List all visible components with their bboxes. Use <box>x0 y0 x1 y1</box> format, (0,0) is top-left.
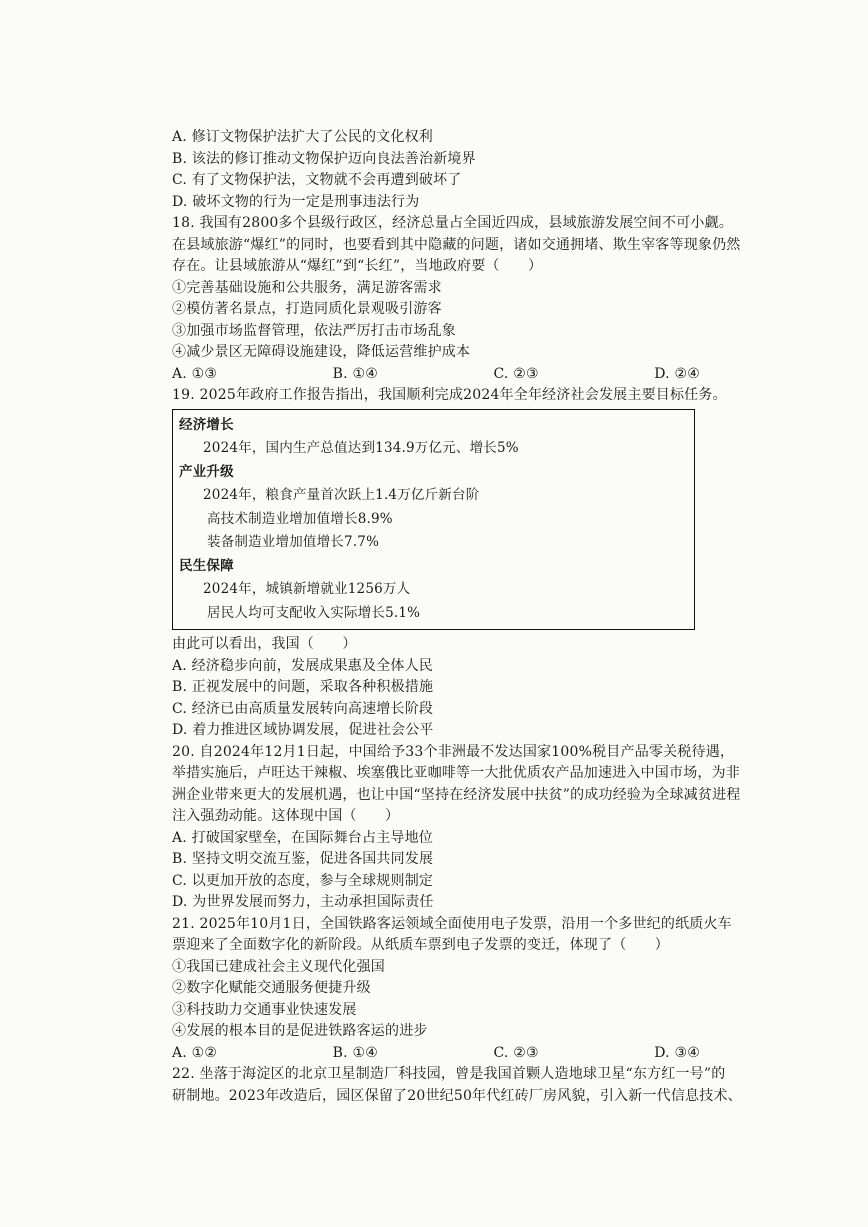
q21-stem-line-2: 票迎来了全面数字化的新阶段。从纸质车票到电子发票的变迁，体现了（ ） <box>172 937 669 953</box>
box-line-hightech: 高技术制造业增加值增长8.9% <box>207 510 393 527</box>
q21-item-3: ③科技助力交通事业快速发展 <box>172 1001 357 1018</box>
q20-stem-line-4: 注入强劲动能。这体现中国（ ） <box>172 808 400 824</box>
q19-option-a: A. 经济稳步向前，发展成果惠及全体人民 <box>172 657 434 674</box>
q18-stem-line-3: 存在。让县域旅游从“爆红”到“长红”，当地政府要（ ） <box>172 258 543 274</box>
q21-item-4: ④发展的根本目的是促进铁路客运的进步 <box>172 1023 428 1039</box>
q20-option-b: B. 坚持文明交流互鉴，促进各国共同发展 <box>172 851 434 867</box>
q19-option-d: D. 着力推进区域协调发展，促进社会公平 <box>172 722 434 738</box>
q19-option-c: C. 经济已由高质量发展转向高速增长阶段 <box>172 700 434 717</box>
box-line-grain: 2024年，粮食产量首次跃上1.4万亿斤新台阶 <box>203 487 480 503</box>
q21-choice-c: C. ②③ <box>493 1044 539 1061</box>
q20-stem-line-3: 洲企业带来更大的发展机遇，也让中国“坚持在经济发展中扶贫”的成功经验为全球减贫进程 <box>172 786 741 803</box>
page-content <box>172 127 742 1107</box>
box-line-equipment: 装备制造业增加值增长7.7% <box>207 534 380 550</box>
q19-data-box <box>172 409 695 631</box>
q21-choice-b: B. ①④ <box>332 1044 378 1061</box>
box-line-employment: 2024年，城镇新增就业1256万人 <box>203 581 411 597</box>
q19-option-b: B. 正视发展中的问题，采取各种积极措施 <box>172 679 434 695</box>
box-line-income: 居民人均可支配收入实际增长5.1% <box>207 604 421 621</box>
q17-option-b: B. 该法的修订推动文物保护迈向良法善治新境界 <box>172 150 476 167</box>
q18-item-3: ③加强市场监督管理，依法严厉打击市场乱象 <box>172 322 456 339</box>
q19-stem: 19. 2025年政府工作报告指出，我国顺利完成2024年全年经济社会发展主要目标任务。 <box>172 387 727 403</box>
q21-choice-d: D. ③④ <box>654 1044 700 1061</box>
box-heading-industry: 产业升级 <box>179 463 234 480</box>
q21-stem-line-1: 21. 2025年10月1日，全国铁路客运领域全面使用电子发票，沿用一个多世纪的纸质火车 <box>172 915 732 932</box>
q18-item-2: ②模仿著名景点，打造同质化景观吸引游客 <box>172 301 442 317</box>
q18-choice-a: A. ①③ <box>172 365 218 382</box>
q20-option-a: A. 打破国家壁垒，在国际舞台占主导地位 <box>172 829 434 846</box>
box-line-gdp: 2024年，国内生产总值达到134.9万亿元、增长5% <box>203 440 519 456</box>
q20-option-c: C. 以更加开放的态度，参与全球规则制定 <box>172 872 434 889</box>
q18-choice-d: D. ②④ <box>654 365 700 382</box>
q22-stem-line-1: 22. 坐落于海淀区的北京卫星制造厂科技园，曾是我国首颗人造地球卫星“东方红一号”的 <box>172 1066 726 1082</box>
q21-choice-a: A. ①② <box>172 1044 218 1061</box>
q18-choice-b: B. ①④ <box>332 365 378 382</box>
box-heading-livelihood: 民生保障 <box>179 557 234 574</box>
q20-stem-line-2: 举措实施后，卢旺达干辣椒、埃塞俄比亚咖啡等一大批优质农产品加速进入中国市场，为非 <box>172 765 740 781</box>
q21-item-2: ②数字化赋能交通服务便捷升级 <box>172 980 371 996</box>
q18-stem-line-2: 在县域旅游“爆红”的同时，也要看到其中隐藏的问题，诸如交通拥堵、欺生宰客等现象仍然 <box>172 236 741 253</box>
q18-choices <box>172 364 700 386</box>
q18-stem-line-1: 18. 我国有2800多个县级行政区，经济总量占全国近四成，县域旅游发展空间不可小觑。 <box>172 215 733 231</box>
q17-option-a: A. 修订文物保护法扩大了公民的文化权利 <box>172 129 434 145</box>
q22-stem-line-2: 研制地。2023年改造后，园区保留了20世纪50年代红砖厂房风貌，引入新一代信息技术、 <box>172 1087 742 1104</box>
q18-item-1: ①完善基础设施和公共服务，满足游客需求 <box>172 279 442 296</box>
q18-item-4: ④减少景区无障碍设施建设，降低运营维护成本 <box>172 344 471 360</box>
q20-stem-line-1: 20. 自2024年12月1日起，中国给予33个非洲最不发达国家100%税目产品零关税待遇， <box>172 743 735 760</box>
q17-option-c: C. 有了文物保护法，文物就不会再遭到破坏了 <box>172 172 462 188</box>
q21-choices <box>172 1043 700 1065</box>
q19-question: 由此可以看出，我国（ ） <box>172 636 357 652</box>
q21-item-1: ①我国已建成社会主义现代化强国 <box>172 958 385 975</box>
q18-choice-c: C. ②③ <box>493 365 539 382</box>
q20-option-d: D. 为世界发展而努力，主动承担国际责任 <box>172 894 434 910</box>
q17-option-d: D. 破坏文物的行为一定是刑事违法行为 <box>172 193 420 210</box>
box-heading-economy: 经济增长 <box>179 416 234 433</box>
